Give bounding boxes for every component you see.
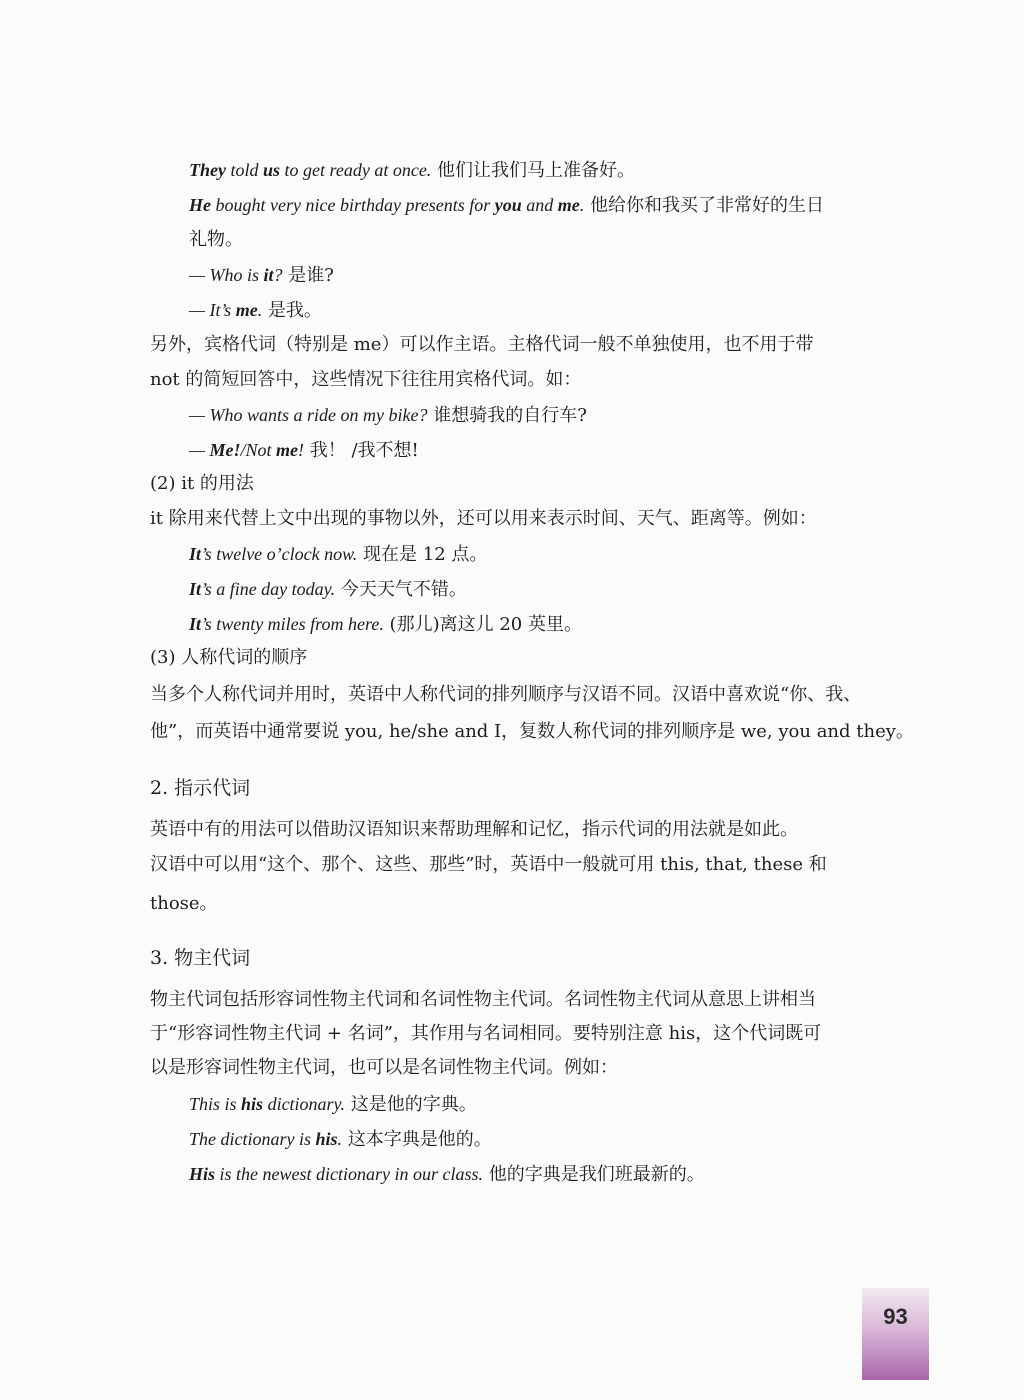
body-text: those。 bbox=[150, 893, 218, 914]
example-emph: Me! bbox=[209, 440, 241, 460]
example-translation: 他给你和我买了非常好的生日 bbox=[584, 195, 825, 216]
section-heading-possessive: 3. 物主代词 bbox=[150, 947, 251, 969]
example-emph: It bbox=[189, 579, 202, 599]
example-translation: 是谁? bbox=[282, 265, 334, 286]
example-text: is the newest dictionary in our class. bbox=[215, 1164, 483, 1184]
example-emph: me bbox=[235, 300, 258, 320]
example-emph: He bbox=[189, 195, 211, 215]
section-heading-demonstrative: 2. 指示代词 bbox=[150, 777, 251, 799]
example-text: ’s twenty miles from here. bbox=[201, 614, 384, 634]
example-text: dictionary. bbox=[263, 1094, 346, 1114]
example-translation: 今天天气不错。 bbox=[335, 579, 467, 600]
example-text: — Who is bbox=[189, 265, 264, 285]
example-translation: 这是他的字典。 bbox=[345, 1094, 477, 1115]
body-text: 物主代词包括形容词性物主代词和名词性物主代词。名词性物主代词从意思上讲相当 bbox=[150, 989, 816, 1010]
example-text: ’s a fine day today. bbox=[201, 579, 336, 599]
example-translation: 现在是 12 点。 bbox=[357, 544, 488, 565]
example-text: — Who wants a ride on my bike? bbox=[189, 405, 428, 425]
dialogue-line bbox=[189, 263, 964, 288]
example-emph: It bbox=[189, 614, 202, 634]
example-text: — bbox=[189, 440, 210, 460]
example-text: /Not bbox=[240, 440, 277, 460]
example-translation: 谁想骑我的自行车? bbox=[427, 405, 587, 426]
example-text: The dictionary is bbox=[189, 1129, 316, 1149]
example-line bbox=[189, 1127, 964, 1152]
page-number-tab bbox=[862, 1288, 929, 1380]
example-emph: They bbox=[189, 160, 226, 180]
example-emph: his bbox=[241, 1094, 264, 1114]
example-translation: (那儿)离这儿 20 英里。 bbox=[383, 614, 582, 635]
example-text: . bbox=[337, 1129, 343, 1149]
example-text: . bbox=[257, 300, 263, 320]
dialogue-line bbox=[189, 403, 964, 428]
example-emph: me bbox=[276, 440, 299, 460]
body-text: not 的简短回答中，这些情况下往往用宾格代词。如： bbox=[150, 369, 582, 390]
example-translation: 这本字典是他的。 bbox=[342, 1129, 492, 1150]
example-line bbox=[189, 612, 964, 637]
example-emph: you bbox=[494, 195, 522, 215]
body-text: 当多个人称代词并用时，英语中人称代词的排列顺序与汉语不同。汉语中喜欢说“你、我、 bbox=[150, 684, 862, 705]
body-text: 汉语中可以用“这个、那个、这些、那些”时，英语中一般就可用 this, that, these 和 bbox=[150, 854, 827, 875]
example-translation: 是我。 bbox=[262, 300, 322, 321]
example-text: and bbox=[521, 195, 558, 215]
example-line bbox=[189, 542, 964, 567]
dialogue-line bbox=[189, 438, 964, 463]
example-line bbox=[189, 1162, 964, 1187]
subheading-it: (2) it 的用法 bbox=[150, 473, 254, 494]
example-line bbox=[189, 193, 964, 218]
example-emph: It bbox=[189, 544, 202, 564]
example-text: bought very nice birthday presents for bbox=[211, 195, 495, 215]
body-text: it 除用来代替上文中出现的事物以外，还可以用来表示时间、天气、距离等。例如： bbox=[150, 508, 817, 529]
example-emph: His bbox=[189, 1164, 216, 1184]
example-text: ? bbox=[273, 265, 283, 285]
example-line bbox=[189, 577, 964, 602]
example-emph: us bbox=[263, 160, 281, 180]
body-text: 英语中有的用法可以借助汉语知识来帮助理解和记忆，指示代词的用法就是如此。 bbox=[150, 819, 798, 840]
example-line bbox=[189, 228, 964, 252]
example-text: ! bbox=[298, 440, 305, 460]
example-line bbox=[189, 1092, 964, 1117]
example-emph: his bbox=[315, 1129, 338, 1149]
example-emph: it bbox=[263, 265, 274, 285]
body-text: 他”，而英语中通常要说 you, he/she and I，复数人称代词的排列顺序是 we, you and they。 bbox=[150, 721, 914, 742]
example-translation: 他的字典是我们班最新的。 bbox=[483, 1164, 705, 1185]
example-text: . bbox=[579, 195, 585, 215]
body-text: 以是形容词性物主代词，也可以是名词性物主代词。例如： bbox=[150, 1057, 618, 1078]
example-translation: 他们让我们马上准备好。 bbox=[431, 160, 636, 181]
example-text: — It’s bbox=[189, 300, 236, 320]
example-line bbox=[189, 158, 964, 183]
example-text: This is bbox=[189, 1094, 242, 1114]
subheading-order: (3) 人称代词的顺序 bbox=[150, 647, 308, 668]
example-text: to get ready at once. bbox=[280, 160, 432, 180]
example-translation: 礼物。 bbox=[189, 229, 243, 250]
page-number: 93 bbox=[883, 1304, 908, 1329]
body-text: 另外，宾格代词（特别是 me）可以作主语。主格代词一般不单独使用，也不用于带 bbox=[150, 334, 814, 355]
example-text: told bbox=[225, 160, 263, 180]
example-translation: 我！ /我不想! bbox=[304, 440, 419, 461]
example-text: ’s twelve o’clock now. bbox=[201, 544, 358, 564]
example-emph: me bbox=[557, 195, 580, 215]
dialogue-line bbox=[189, 298, 964, 323]
body-text: 于“形容词性物主代词 + 名词”，其作用与名词相同。要特别注意 his，这个代词既可 bbox=[150, 1023, 822, 1044]
